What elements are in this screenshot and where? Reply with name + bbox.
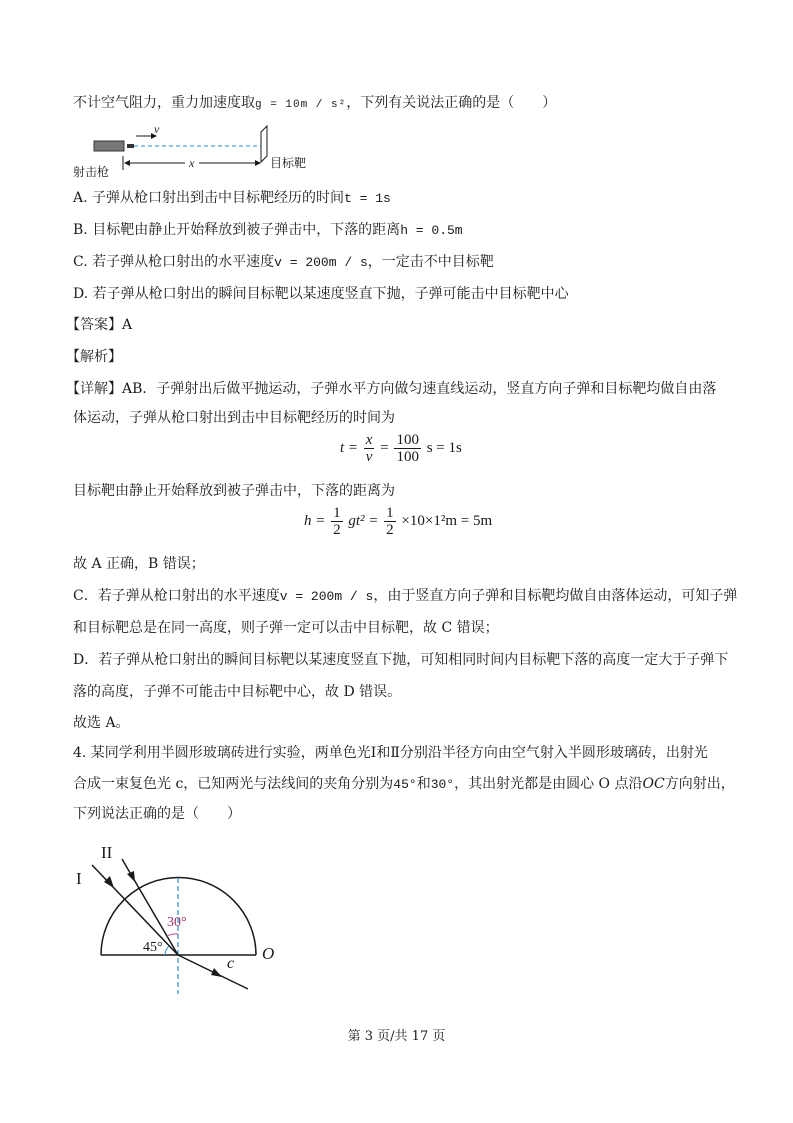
gun-label: 射击枪 [73, 165, 110, 179]
eq1-frac2 [394, 432, 421, 465]
eq1-num2: 100 [396, 432, 419, 448]
option-a-text: A. 子弹从枪口射出到击中目标靶经历的时间 [73, 190, 345, 206]
eq2-num2: 1 [386, 505, 394, 521]
eq1-den1: v [365, 449, 373, 465]
equation-time [340, 432, 462, 465]
q3-stem-part1: 不计空气阻力，重力加速度取 [73, 95, 255, 111]
eq2-den2: 2 [386, 522, 394, 538]
option-d-text: D. 若子弹从枪口射出的瞬间目标靶以某速度竖直下抛，子弹可能击中目标靶中心 [73, 286, 569, 302]
target-label: 目标靶 [270, 156, 307, 170]
gun-target-figure [73, 120, 333, 180]
detail-line-1: 【详解】AB．子弹射出后做平抛运动，子弹水平方向做匀速直线运动，竖直方向子弹和目标靶均做自由落 [66, 381, 717, 397]
eq1-den2: 100 [396, 449, 419, 465]
option-b-formula: h = 0.5m [400, 223, 463, 238]
option-c-formula: v = 200m / s [274, 255, 368, 270]
ray-I-arrow [104, 876, 114, 888]
q4-angle-45: 45° [393, 777, 417, 792]
eq2-num1: 1 [333, 505, 341, 521]
c-line-2: 和目标靶总是在同一高度，则子弹一定可以击中目标靶，故 C 错误； [73, 620, 499, 636]
q4-line-3: 下列说法正确的是（ ） [73, 806, 241, 822]
c-line-1-a: C．若子弹从枪口射出的水平速度 [73, 588, 280, 604]
label-45-angle: 45° [143, 940, 163, 955]
option-c-text: C. 若子弹从枪口射出的水平速度 [73, 254, 275, 270]
q4-line-2 [73, 774, 735, 795]
eq2-rhs: ×10×1²m = 5m [401, 512, 493, 529]
final-choice: 故选 A。 [73, 715, 130, 731]
target-board [261, 126, 267, 162]
angle-30-arc [167, 934, 178, 936]
q4-line-2-d: 方向射出， [664, 776, 735, 792]
d-line-1: D．若子弹从枪口射出的瞬间目标靶以某速度竖直下抛，可知相同时间内目标靶下落的高度一定大于子弹下 [73, 652, 729, 668]
option-c [73, 252, 494, 273]
option-a [73, 188, 391, 209]
eq2-frac1 [331, 505, 343, 538]
label-O: O [262, 944, 275, 963]
distance-arrow-right [255, 160, 261, 166]
option-b [73, 220, 463, 241]
eq2-lhs: h = [304, 512, 326, 529]
label-30-angle: 30° [167, 915, 187, 930]
x-label: x [189, 156, 195, 170]
option-a-formula: t = 1s [344, 191, 391, 206]
c-line-1-b: ，由于竖直方向子弹和目标靶均做自由落体运动，可知子弹 [373, 588, 738, 604]
eq2-frac2 [384, 505, 396, 538]
ray-II-arrow [127, 871, 135, 882]
conclusion-ab: 故 A 正确，B 错误； [73, 556, 205, 572]
q3-stem-formula: g = 10m / s² [255, 99, 347, 111]
eq1-lhs: t = [340, 439, 359, 456]
option-c-tail: ，一定击不中目标靶 [367, 254, 494, 270]
detail-line-2: 体运动，子弹从枪口射出到击中目标靶经历的时间为 [73, 410, 395, 426]
eq2-mid: gt² = [348, 512, 379, 529]
c-line-1-formula: v = 200m / s [279, 589, 374, 604]
angle-45-arc [165, 946, 169, 955]
label-c: c [227, 955, 235, 972]
option-b-text: B. 目标靶由静止开始释放到被子弹击中，下落的距离 [73, 222, 401, 238]
line-after-eq1: 目标靶由静止开始释放到被子弹击中，下落的距离为 [73, 483, 395, 499]
q4-line-1: 4. 某同学利用半圆形玻璃砖进行实验，两单色光Ⅰ和Ⅱ分别沿半径方向由空气射入半圆形玻璃砖，出射光 [73, 745, 708, 761]
equation-height [304, 505, 492, 538]
q3-stem-part2: ，下列有关说法正确的是（ ） [346, 95, 557, 111]
q4-line-2-a: 合成一束复色光 c，已知两光与法线间的夹角分别为 [73, 776, 394, 792]
q4-line-2-c: ，其出射光都是由圆心 O 点沿 [454, 776, 643, 792]
v-label: v [154, 122, 160, 136]
analysis-label: 【解析】 [66, 349, 122, 365]
eq1-equals: = [380, 439, 389, 456]
answer-label: 【答案】A [66, 317, 133, 333]
q4-angle-30: 30° [430, 777, 455, 792]
bullet [127, 144, 134, 148]
c-line-1 [73, 586, 737, 607]
option-d [73, 284, 569, 304]
label-I: I [76, 869, 82, 888]
eq1-num1: x [365, 432, 373, 448]
page-footer: 第 3 页/共 17 页 [347, 1029, 446, 1044]
q4-oc: OC [642, 776, 665, 792]
gun-body [94, 141, 124, 151]
eq1-frac1 [364, 432, 375, 465]
ray-c-arrow [211, 968, 222, 977]
semicircle-figure [70, 838, 290, 998]
d-line-2: 落的高度，子弹不可能击中目标靶中心，故 D 错误。 [73, 684, 402, 700]
distance-arrow-left [124, 160, 130, 166]
eq2-den1: 2 [333, 522, 341, 538]
q4-line-2-b: 和 [416, 776, 431, 792]
q3-stem [73, 93, 556, 115]
eq1-rhs: s = 1s [426, 439, 462, 456]
label-II: II [101, 843, 113, 862]
